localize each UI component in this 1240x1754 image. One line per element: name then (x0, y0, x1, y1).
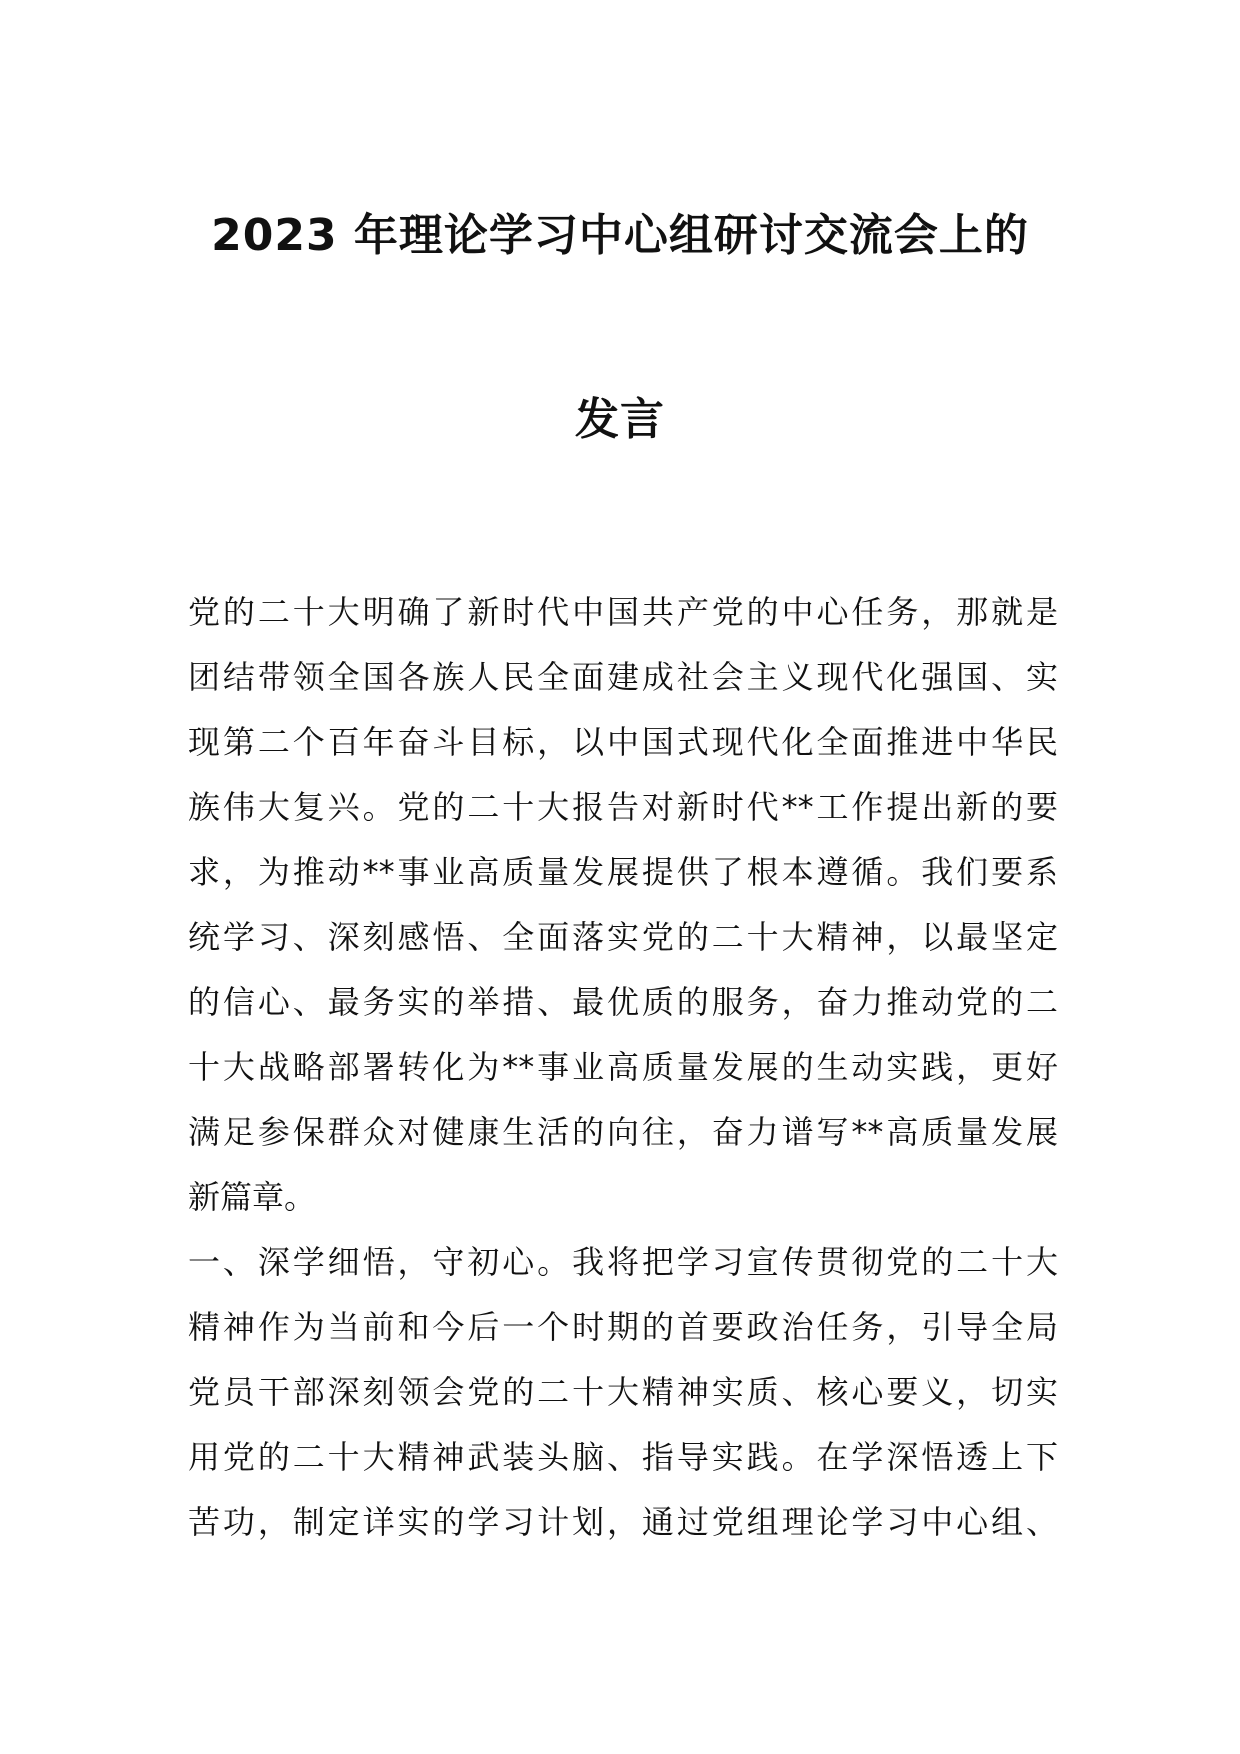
body-line-9: 满足参保群众对健康生活的向往，奋力谱写**高质量发展 (188, 1113, 1058, 1151)
document-body (188, 580, 1058, 1555)
body-line-13: 党员干部深刻领会党的二十大精神实质、核心要义，切实 (188, 1373, 1058, 1411)
body-line-7: 的信心、最务实的举措、最优质的服务，奋力推动党的二 (188, 983, 1058, 1021)
body-line-1: 党的二十大明确了新时代中国共产党的中心任务，那就是 (188, 593, 1058, 631)
body-line-8: 十大战略部署转化为**事业高质量发展的生动实践，更好 (188, 1048, 1058, 1086)
document-title-line-1: 2023 年理论学习中心组研讨交流会上的 (211, 210, 1029, 261)
body-line-11: 一、深学细悟，守初心。我将把学习宣传贯彻党的二十大 (188, 1243, 1058, 1281)
body-line-14: 用党的二十大精神武装头脑、指导实践。在学深悟透上下 (188, 1438, 1058, 1476)
body-line-10: 新篇章。 (188, 1178, 317, 1216)
body-line-12: 精神作为当前和今后一个时期的首要政治任务，引导全局 (188, 1308, 1058, 1346)
body-line-15: 苦功，制定详实的学习计划，通过党组理论学习中心组、 (188, 1503, 1058, 1541)
body-line-3: 现第二个百年奋斗目标，以中国式现代化全面推进中华民 (188, 723, 1058, 761)
document-title-line-2: 发言 (575, 394, 665, 445)
body-line-4: 族伟大复兴。党的二十大报告对新时代**工作提出新的要 (188, 788, 1058, 826)
body-line-2: 团结带领全国各族人民全面建成社会主义现代化强国、实 (188, 658, 1058, 696)
body-line-6: 统学习、深刻感悟、全面落实党的二十大精神，以最坚定 (188, 918, 1058, 956)
body-line-5: 求，为推动**事业高质量发展提供了根本遵循。我们要系 (188, 853, 1058, 891)
